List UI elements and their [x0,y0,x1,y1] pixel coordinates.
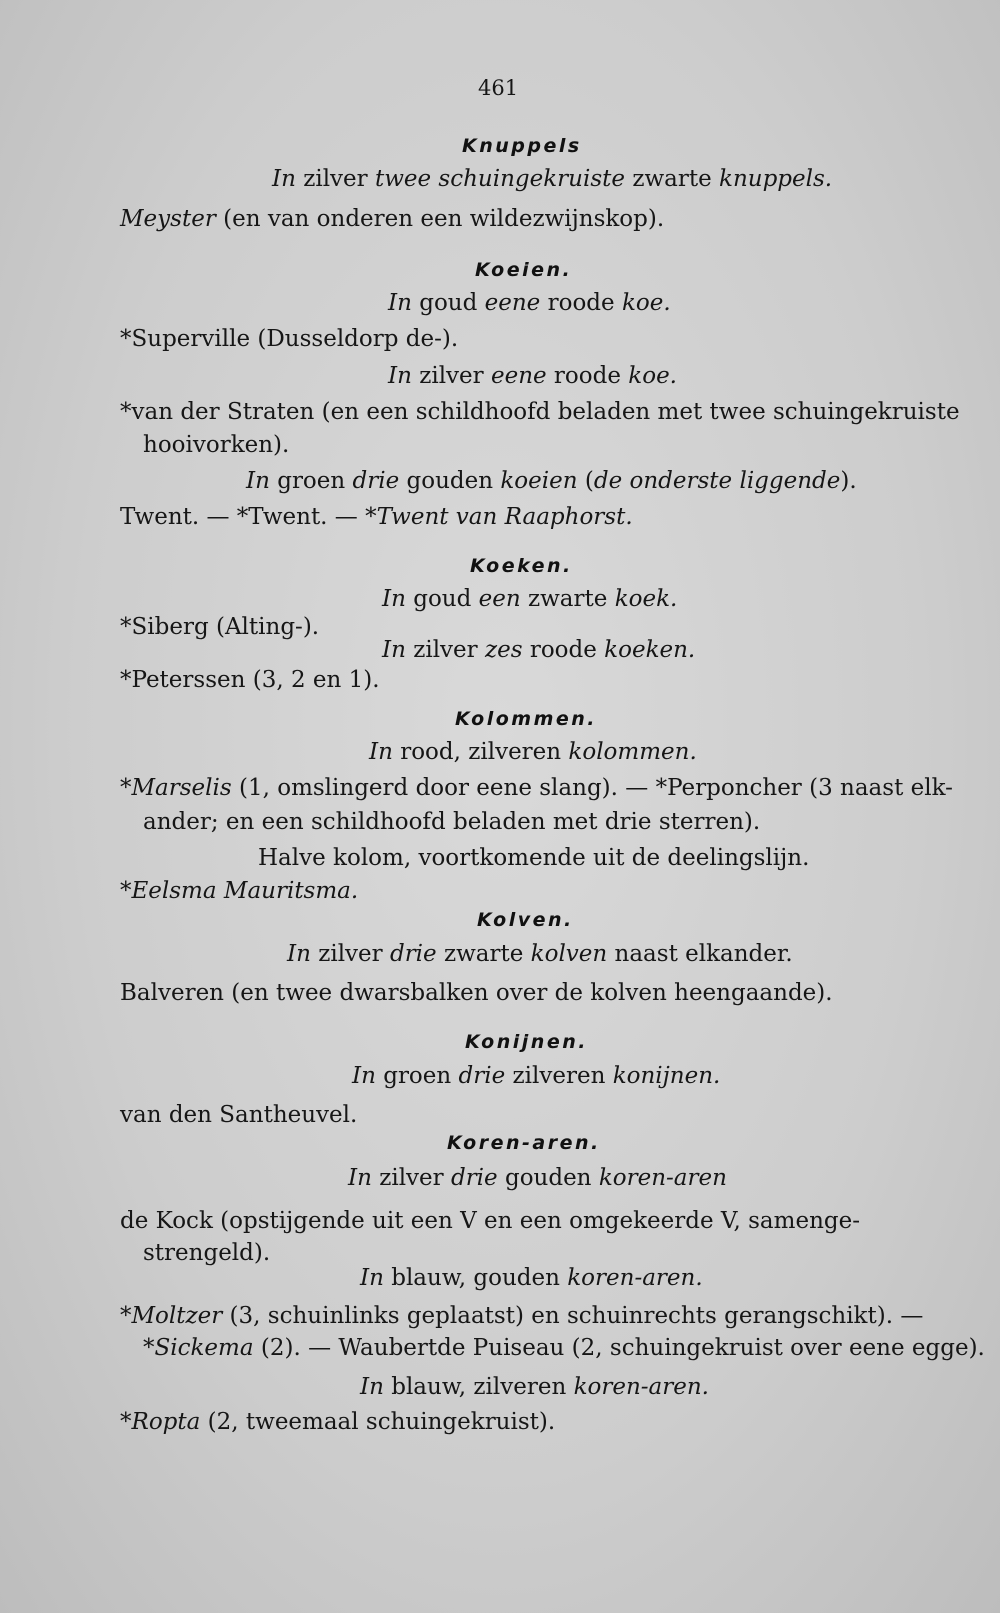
blazon-line: In zilver eene roode koe. [388,363,677,389]
family-entry: *Siberg (Alting-). [120,614,320,640]
family-entry: Balveren (en twee dwarsbalken over de kolven heengaande). [120,980,833,1006]
section-heading-konijnen: Konijnen. [465,1031,588,1053]
blazon-line: In zilver zes roode koeken. [382,637,696,663]
family-entry: *Superville (Dusseldorp de-). [120,326,459,352]
blazon-line: In blauw, zilveren koren-aren. [360,1374,709,1400]
blazon-line: In rood, zilveren kolommen. [369,739,697,765]
section-heading-knuppels: Knuppels [462,135,582,157]
family-entry: van den Santheuvel. [120,1102,358,1128]
blazon-line: In zilver drie gouden koren-aren [348,1165,727,1191]
family-entry-continued: hooivorken). [143,432,290,458]
section-heading-koeien: Koeien. [475,259,573,281]
blazon-line: In zilver drie zwarte kolven naast elkander. [287,941,793,967]
family-entry: *Eelsma Mauritsma. [120,878,359,904]
family-entry: *Peterssen (3, 2 en 1). [120,667,380,693]
section-heading-koeken: Koeken. [470,555,573,577]
family-entry-continued: ander; en een schildhoofd beladen met drie sterren). [143,809,761,835]
section-heading-koren-aren: Koren-aren. [447,1132,601,1154]
section-heading-kolommen: Kolommen. [455,708,598,730]
family-entry: *Moltzer (3, schuinlinks geplaatst) en schuinrechts gerangschikt). — [120,1303,924,1329]
family-entry: *van der Straten (en een schildhoofd beladen met twee schuingekruiste [120,399,960,425]
family-entry: Meyster (en van onderen een wildezwijnskop). [120,206,665,232]
family-entry: *Ropta (2, tweemaal schuingekruist). [120,1409,556,1435]
blazon-line: In goud een zwarte koek. [382,586,678,612]
page-number: 461 [478,76,519,100]
blazon-line: Halve kolom, voortkomende uit de deelingslijn. [258,845,810,871]
blazon-line: In groen drie zilveren konijnen. [352,1063,721,1089]
blazon-line: In zilver twee schuingekruiste zwarte knuppels. [272,166,833,192]
section-heading-kolven: Kolven. [477,909,574,931]
family-entry: *Marselis (1, omslingerd door eene slang). — *Perponcher (3 naast elk- [120,775,953,801]
family-entry: de Kock (opstijgende uit een V en een omgekeerde V, samenge- [120,1208,860,1234]
blazon-line: In groen drie gouden koeien (de onderste liggende). [246,468,857,494]
blazon-line: In goud eene roode koe. [388,290,671,316]
blazon-line: In blauw, gouden koren-aren. [360,1265,703,1291]
family-entry-continued: strengeld). [143,1240,271,1266]
family-entry-continued: *Sickema (2). — Waubertde Puiseau (2, schuingekruist over eene egge). [143,1335,985,1361]
family-entry: Twent. — *Twent. — *Twent van Raaphorst. [120,504,633,530]
